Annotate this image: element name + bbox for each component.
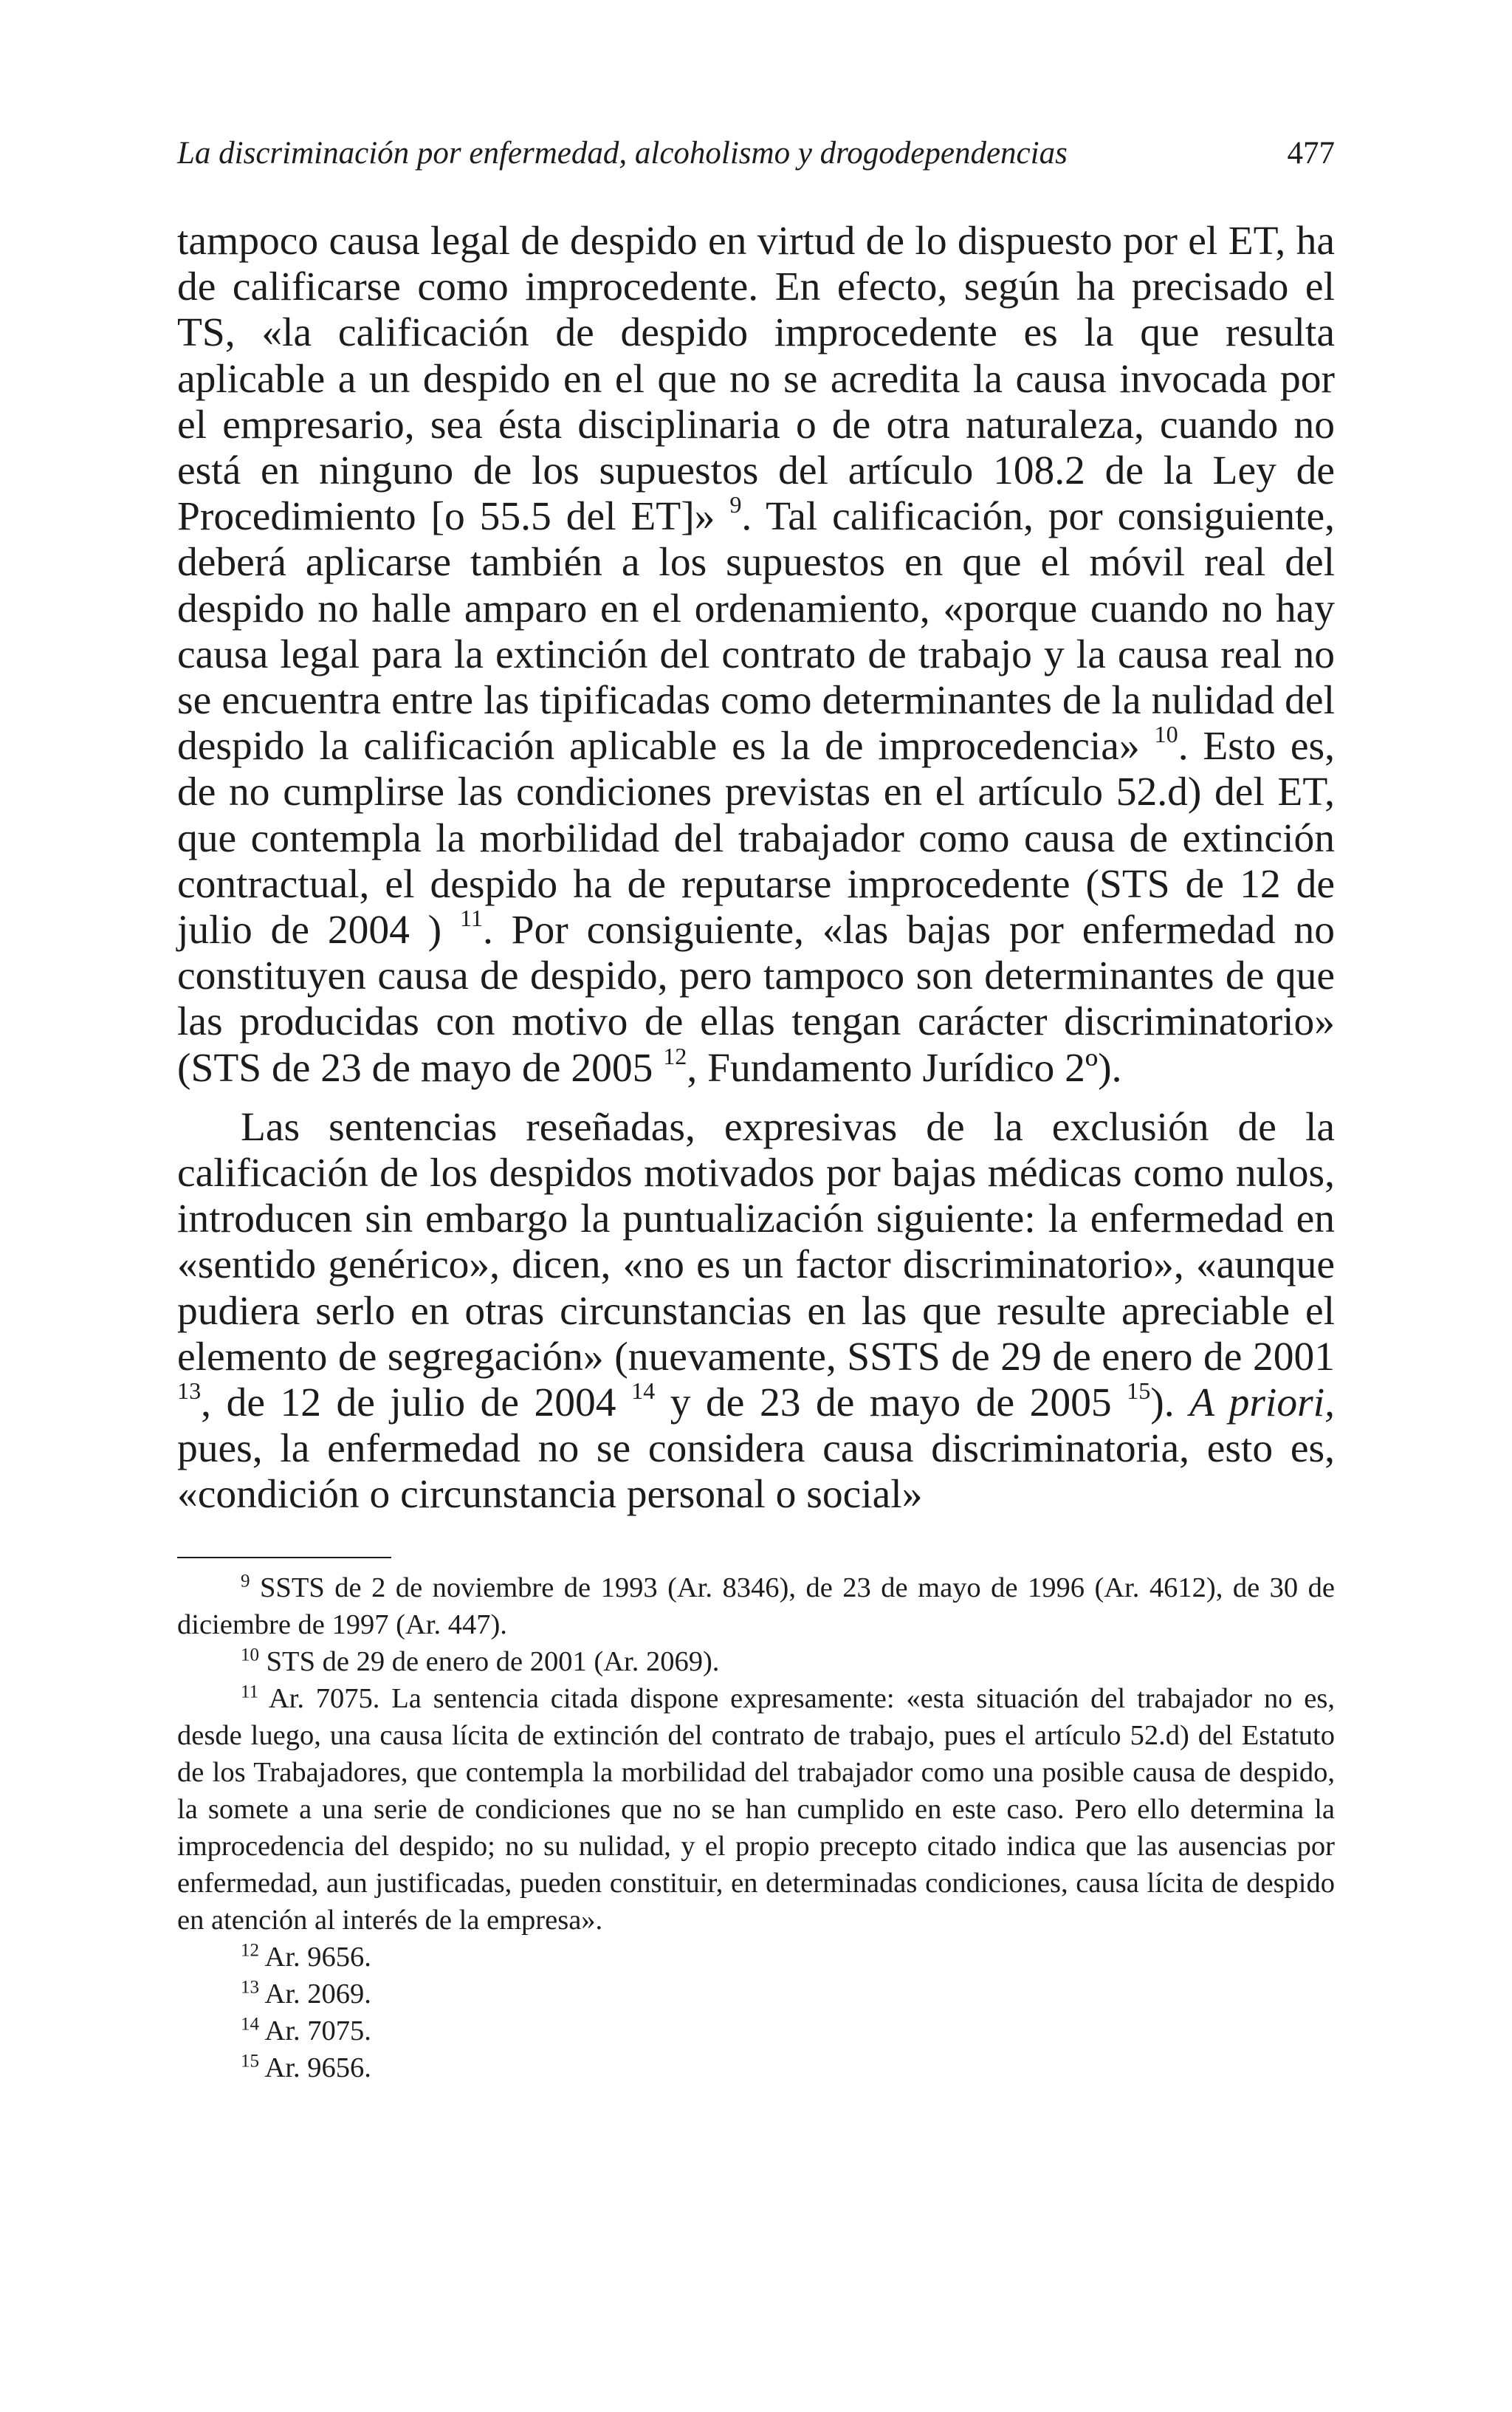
footnote-number: 12 (241, 1940, 260, 1961)
footnote-ref: 13 (177, 1377, 202, 1404)
page-number: 477 (1287, 136, 1335, 171)
main-text (177, 219, 1335, 1518)
text-run: tampoco causa legal de despido en virtud de lo dispuesto por el ET, ha de calificarse como improcedente. En efecto, según ha precisado el TS, «la calificación de despido improcedente es la que resulta aplicable a un despido en el que no se acredita la causa invocada por el empresario, sea ésta disciplinaria o de otra naturaleza, cuando no está en ninguno de los supuestos del artículo 108.2 de la Ley de Procedimiento [o 55.5 del ET]» (177, 219, 1335, 540)
footnote-text: Ar. 9656. (264, 1942, 371, 1973)
footnote-number: 11 (241, 1682, 259, 1702)
text-run: ). (1150, 1380, 1190, 1426)
running-title: La discriminación por enfermedad, alcoholismo y drogodependencias (177, 136, 1068, 171)
footnote-number: 14 (241, 2014, 260, 2035)
footnote-15 (177, 2049, 1335, 2086)
footnote-13 (177, 1976, 1335, 2012)
footnotes (177, 1569, 1335, 2086)
footnote-ref: 14 (631, 1377, 656, 1404)
footnote-text: STS de 29 de enero de 2001 (Ar. 2069). (266, 1646, 720, 1677)
footnote-text: Ar. 9656. (264, 2052, 371, 2083)
text-run: pues, la enfermedad no se considera causa discriminatoria, esto es, «condición o circunstancia personal o social» (177, 1426, 1335, 1518)
footnote-text: Ar. 2069. (264, 1978, 371, 2010)
footnote-number: 9 (241, 1571, 250, 1592)
text-run: , de 12 de julio de 2004 (201, 1380, 632, 1426)
footnote-14 (177, 2012, 1335, 2049)
text-run: y de 23 de mayo de 2005 (655, 1380, 1127, 1426)
text-run: . Tal calificación, por consiguiente, deberá aplicarse también a los supuestos en que el móvil real del despido no halle amparo en el ordenamiento, «porque cuando no hay causa legal para la extinción del contrato de trabajo y la causa real no se encuentra entre las tipificadas como determinantes de la nulidad del despido la calificación aplicable es la de improcedencia» (177, 494, 1335, 770)
footnote-text: Ar. 7075. (264, 2015, 371, 2046)
footnote-10 (177, 1643, 1335, 1680)
footnote-ref: 11 (459, 904, 483, 931)
running-header (177, 137, 1335, 169)
footnote-ref: 15 (1127, 1377, 1151, 1404)
italic-text: A priori, (1189, 1380, 1335, 1426)
footnote-ref: 10 (1154, 721, 1178, 748)
footnote-ref: 9 (729, 491, 742, 518)
text-run: , Fundamento Jurídico 2º). (687, 1045, 1122, 1091)
paragraph-1 (177, 219, 1335, 1092)
footnote-text: Ar. 7075. La sentencia citada dispone expresamente: «esta situación del trabajador no es, desde luego, una causa lícita de extinción del contrato de trabajo, pues el artículo 52.d) del Estatuto de los Trabajadores, que contempla la morbilidad del trabajador como una posible causa de despido, la somete a una serie de condiciones que no se han cumplido en este caso. Pero ello determina la improcedencia del despido; no su nulidad, y el propio precepto citado indica que las ausencias por enfermedad, aun justificadas, pueden constituir, en determinadas condiciones, causa lícita de despido en atención al interés de la empresa». (177, 1683, 1335, 1936)
footnote-ref: 12 (663, 1042, 687, 1069)
footnote-text: SSTS de 2 de noviembre de 1993 (Ar. 8346), de 23 de mayo de 1996 (Ar. 4612), de 30 de diciembre de 1997 (Ar. 447). (177, 1572, 1336, 1640)
footnote-9 (177, 1569, 1335, 1643)
footnote-number: 15 (241, 2051, 260, 2072)
footnote-separator (177, 1557, 391, 1558)
footnote-number: 10 (241, 1645, 260, 1665)
footnote-12 (177, 1939, 1335, 1976)
text-run: . Esto es, de no cumplirse las condiciones previstas en el artículo 52.d) del ET, que contempla la morbilidad del trabajador como causa de extinción contractual, el despido ha de reputarse improcedente (STS de 12 de julio de 2004 ) (177, 724, 1336, 953)
paragraph-2 (177, 1105, 1335, 1518)
footnote-number: 13 (241, 1977, 260, 1998)
text-run: Las sentencias reseñadas, expresivas de la exclusión de la calificación de los despidos motivados por bajas médicas como nulos, introducen sin embargo la puntualización siguiente: la enfermedad en «sentido genérico», dicen, «no es un factor discriminatorio», «aunque pudiera serlo en otras circunstancias en las que resulte apreciable el elemento de segregación» (nuevamente, SSTS de 29 de enero de 2001 (177, 1104, 1335, 1380)
footnote-11 (177, 1680, 1335, 1939)
text-run: . Por consiguiente, «las bajas por enfermedad no constituyen causa de despido, pero tampoco son determinantes de que las producidas con motivo de ellas tengan carácter discriminatorio» (STS de 23 de mayo de 2005 (177, 908, 1335, 1091)
